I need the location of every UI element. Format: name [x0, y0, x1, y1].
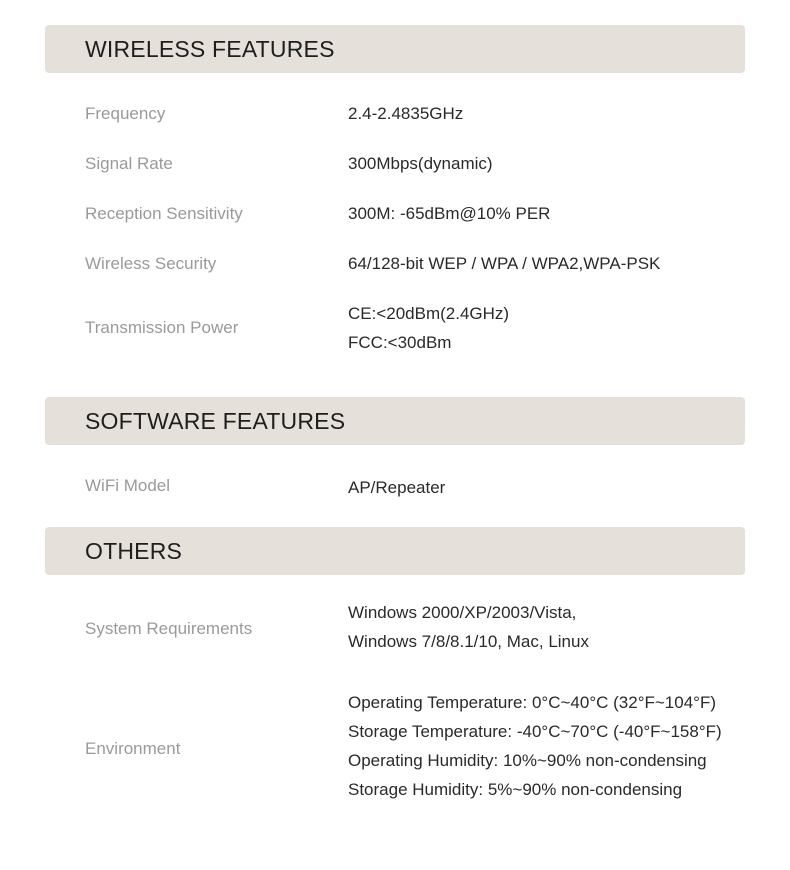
spec-value-system-requirements: [348, 598, 589, 656]
spec-label-frequency: Frequency: [85, 104, 166, 123]
spec-value-line: Storage Humidity: 5%~90% non-condensing: [348, 780, 683, 799]
section-title: SOFTWARE FEATURES: [85, 407, 346, 434]
spec-value-line: CE:<20dBm(2.4GHz): [348, 304, 510, 323]
spec-value-line: 2.4-2.4835GHz: [348, 104, 464, 123]
spec-value-environment: [348, 688, 722, 804]
spec-label-wireless-security: Wireless Security: [85, 254, 217, 273]
spec-value-line: AP/Repeater: [348, 478, 446, 497]
spec-value-line: 300M: -65dBm@10% PER: [348, 204, 551, 223]
section-header-wireless: [45, 25, 745, 73]
section-header-others: [45, 527, 745, 575]
section-title: WIRELESS FEATURES: [85, 35, 335, 62]
spec-value-line: Windows 2000/XP/2003/Vista,: [348, 603, 577, 622]
section-title: OTHERS: [85, 537, 183, 564]
spec-label-environment: Environment: [85, 739, 181, 758]
spec-value-line: FCC:<30dBm: [348, 333, 452, 352]
spec-label-reception-sensitivity: Reception Sensitivity: [85, 204, 243, 223]
spec-label-wifi-model: WiFi Model: [85, 476, 171, 495]
spec-label-signal-rate: Signal Rate: [85, 154, 173, 173]
spec-value-line: Operating Humidity: 10%~90% non-condensing: [348, 751, 707, 770]
section-header-software: [45, 397, 745, 445]
spec-label-transmission-power: Transmission Power: [85, 318, 239, 337]
spec-value-line: Windows 7/8/8.1/10, Mac, Linux: [348, 632, 589, 651]
spec-value-transmission-power: [348, 299, 509, 357]
spec-value-line: 300Mbps(dynamic): [348, 154, 493, 173]
spec-value-line: Storage Temperature: -40°C~70°C (-40°F~158°F): [348, 722, 722, 741]
spec-label-system-requirements: System Requirements: [85, 619, 253, 638]
spec-value-frequency: [348, 99, 463, 128]
spec-value-line: 64/128-bit WEP / WPA / WPA2,WPA-PSK: [348, 254, 661, 273]
spec-value-wifi-model: [348, 473, 445, 502]
spec-value-wireless-security: [348, 249, 660, 278]
spec-value-signal-rate: [348, 149, 493, 178]
spec-value-reception-sensitivity: [348, 199, 550, 228]
spec-value-line: Operating Temperature: 0°C~40°C (32°F~104°F): [348, 693, 717, 712]
